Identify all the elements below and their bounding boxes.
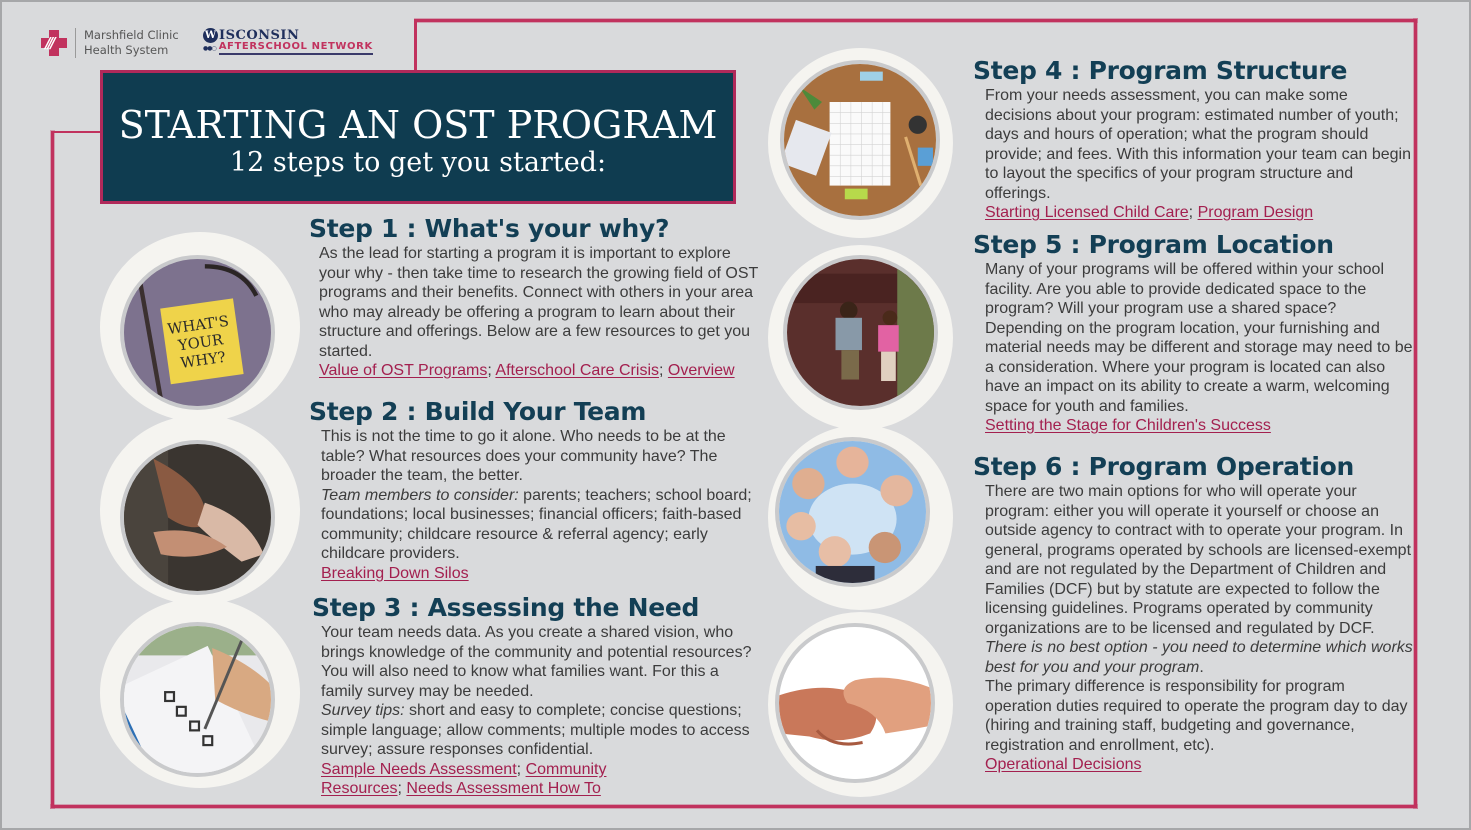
step-5 bbox=[973, 230, 1413, 436]
step-5-links bbox=[985, 416, 1413, 436]
page-title: STARTING AN OST PROGRAM bbox=[118, 103, 718, 147]
title-banner bbox=[100, 70, 736, 204]
step-4-links: Starting Licensed Child Care; Program Design bbox=[985, 204, 1314, 221]
wan-dots-icon: ●●○ bbox=[203, 44, 216, 52]
step-1-body: As the lead for starting a program it is important to explore your why - then take time to research the growing field of OST programs and their benefits. Connect with others in your area who may already be offering a program to learn about their structure and offerings. Below are a few resources to get you started. bbox=[319, 245, 759, 360]
wan-w-icon: W bbox=[204, 30, 217, 41]
sticky-note-line3: WHY? bbox=[179, 348, 227, 372]
step-3-survey-list: short and easy to complete; concise questions; simple language; allow comments; multiple modes to access survey; assure responses confidential. bbox=[321, 702, 750, 758]
step-2-italic-label: Team members to consider: bbox=[321, 486, 519, 504]
frame-left-stub bbox=[51, 131, 101, 133]
step-6-body: There are two main options for who will operate your program: either you will operate it yourself or choose an outside agency to contract with to operate your program. In general, programs operated by schools are licensed-exempt and are not regulated by the Department of Children and Families (DCF) but by statute are expected to follow the licensing guidelines. Programs operated by community organizations are to be licensed and regulated by DCF. There is no best option - you need to determine which works best for you and your program. bbox=[985, 483, 1413, 676]
link-needs-assessment-how-to[interactable]: Needs Assessment How To bbox=[406, 780, 601, 797]
step-3 bbox=[312, 593, 762, 799]
wan-network-text: AFTERSCHOOL NETWORK bbox=[219, 41, 373, 55]
step-6-body-text: There are two main options for who will operate your program: either you will operate it yourself or choose an outside agency to contract with to operate your program. In general, programs operated by schools are licensed-exempt and are not regulated by the Department of Children and Families (DCF) but by statute are expected to follow the licensing guidelines. Programs operated by community organizations are to be licensed and regulated by DCF. bbox=[985, 483, 1412, 637]
step-2-team-members bbox=[321, 486, 759, 564]
marshfield-line1: Marshfield Clinic bbox=[84, 28, 179, 42]
sticky-note-line1: WHAT'S bbox=[166, 312, 230, 339]
step-2-links bbox=[321, 564, 759, 584]
group-looking-down-photo bbox=[775, 437, 930, 587]
marshfield-clinic-logo bbox=[41, 28, 179, 58]
wisconsin-afterschool-network-logo bbox=[203, 28, 373, 55]
frame-bottom-line bbox=[51, 805, 1417, 808]
kids-walking-to-school-photo bbox=[783, 255, 938, 410]
link-sample-needs-assessment[interactable]: Sample Needs Assessment bbox=[321, 760, 517, 778]
marshfield-cross-icon: /// bbox=[41, 30, 67, 56]
frame-top-line bbox=[415, 19, 1417, 22]
marshfield-line2: Health System bbox=[84, 43, 169, 57]
link-breaking-down-silos[interactable]: Breaking Down Silos bbox=[321, 564, 469, 582]
whats-your-why-photo bbox=[120, 255, 275, 410]
link-program-design[interactable]: Program Design bbox=[1197, 204, 1314, 221]
step-6 bbox=[973, 452, 1413, 775]
step-2-title: Step 2 : Build Your Team bbox=[309, 397, 647, 426]
step-3-body: Your team needs data. As you create a shared vision, who brings knowledge of the community and potential resources? You will also need to know what families want. For this a family survey may be needed. bbox=[321, 624, 752, 700]
wan-wisconsin-text: ISCONSIN bbox=[219, 28, 300, 43]
step-6-italic-note: There is no best option - you need to determine which works best for you and your program bbox=[985, 639, 1413, 676]
step-6-title: Step 6 : Program Operation bbox=[973, 452, 1354, 481]
step-6-primary-difference: The primary difference is responsibility for program operation duties required to operate the program day to day (hiring and training staff, budgeting and governance, registration and enrollment, etc). bbox=[985, 678, 1408, 754]
handshake-photo bbox=[775, 623, 935, 783]
sticky-note-line2: YOUR bbox=[177, 331, 225, 355]
link-afterschool-care-crisis[interactable]: Afterschool Care Crisis bbox=[495, 362, 659, 379]
step-5-body: Many of your programs will be offered within your school facility. Are you able to provide dedicated space to the program? Will your program use a shared space? Depending on the program location, your furnishing and material needs may be different and storage may need to be a consideration. Where your program is located can also have an impact on its ability to create a warm, welcoming space for youth and families. bbox=[985, 261, 1413, 415]
step-1-links: Value of OST Programs; Afterschool Care Crisis; Overview bbox=[319, 362, 735, 379]
step-3-links: Sample Needs Assessment; Community Resources; Needs Assessment How To bbox=[321, 760, 607, 797]
logo-divider bbox=[75, 28, 76, 58]
page-subtitle: 12 steps to get you started: bbox=[229, 147, 607, 178]
step-5-title: Step 5 : Program Location bbox=[973, 230, 1334, 259]
step-2-team-list: parents; teachers; school board; foundations; local businesses; financial officers; faith-based community; childcare resource & referral agency; early childcare providers. bbox=[321, 486, 752, 562]
link-setting-the-stage[interactable]: Setting the Stage for Children's Success bbox=[985, 417, 1271, 434]
planner-desk-photo bbox=[780, 60, 940, 220]
frame-title-connector bbox=[414, 19, 417, 71]
step-4-body: From your needs assessment, you can make some decisions about your program: estimated number of youth; days and hours of operation; what the program should provide; and fees. With this information your team can begin to layout the specifics of your program structure and offerings. bbox=[985, 87, 1411, 202]
link-starting-licensed-child-care[interactable]: Starting Licensed Child Care bbox=[985, 204, 1189, 221]
frame-right-line bbox=[1414, 19, 1417, 808]
link-community-resources[interactable]: Community Resources bbox=[321, 760, 607, 797]
frame-left-line bbox=[51, 131, 54, 808]
link-value-of-ost-programs[interactable]: Value of OST Programs bbox=[319, 362, 488, 379]
step-1 bbox=[309, 214, 759, 381]
step-3-survey-tips bbox=[321, 701, 762, 760]
step-1-title: Step 1 : What's your why? bbox=[309, 214, 670, 243]
link-overview[interactable]: Overview bbox=[667, 362, 735, 379]
link-operational-decisions[interactable]: Operational Decisions bbox=[985, 756, 1142, 773]
step-4-title: Step 4 : Program Structure bbox=[973, 56, 1348, 85]
stacked-hands-photo bbox=[120, 440, 275, 595]
step-6-links bbox=[985, 755, 1413, 775]
step-2-body: This is not the time to go it alone. Who needs to be at the table? What resources does your community have? The broader the team, the better. bbox=[321, 428, 726, 484]
step-4 bbox=[973, 56, 1413, 223]
step-2 bbox=[309, 397, 759, 583]
step-3-title: Step 3 : Assessing the Need bbox=[312, 593, 700, 622]
step-3-italic-label: Survey tips: bbox=[321, 702, 405, 719]
checklist-photo bbox=[120, 622, 275, 777]
